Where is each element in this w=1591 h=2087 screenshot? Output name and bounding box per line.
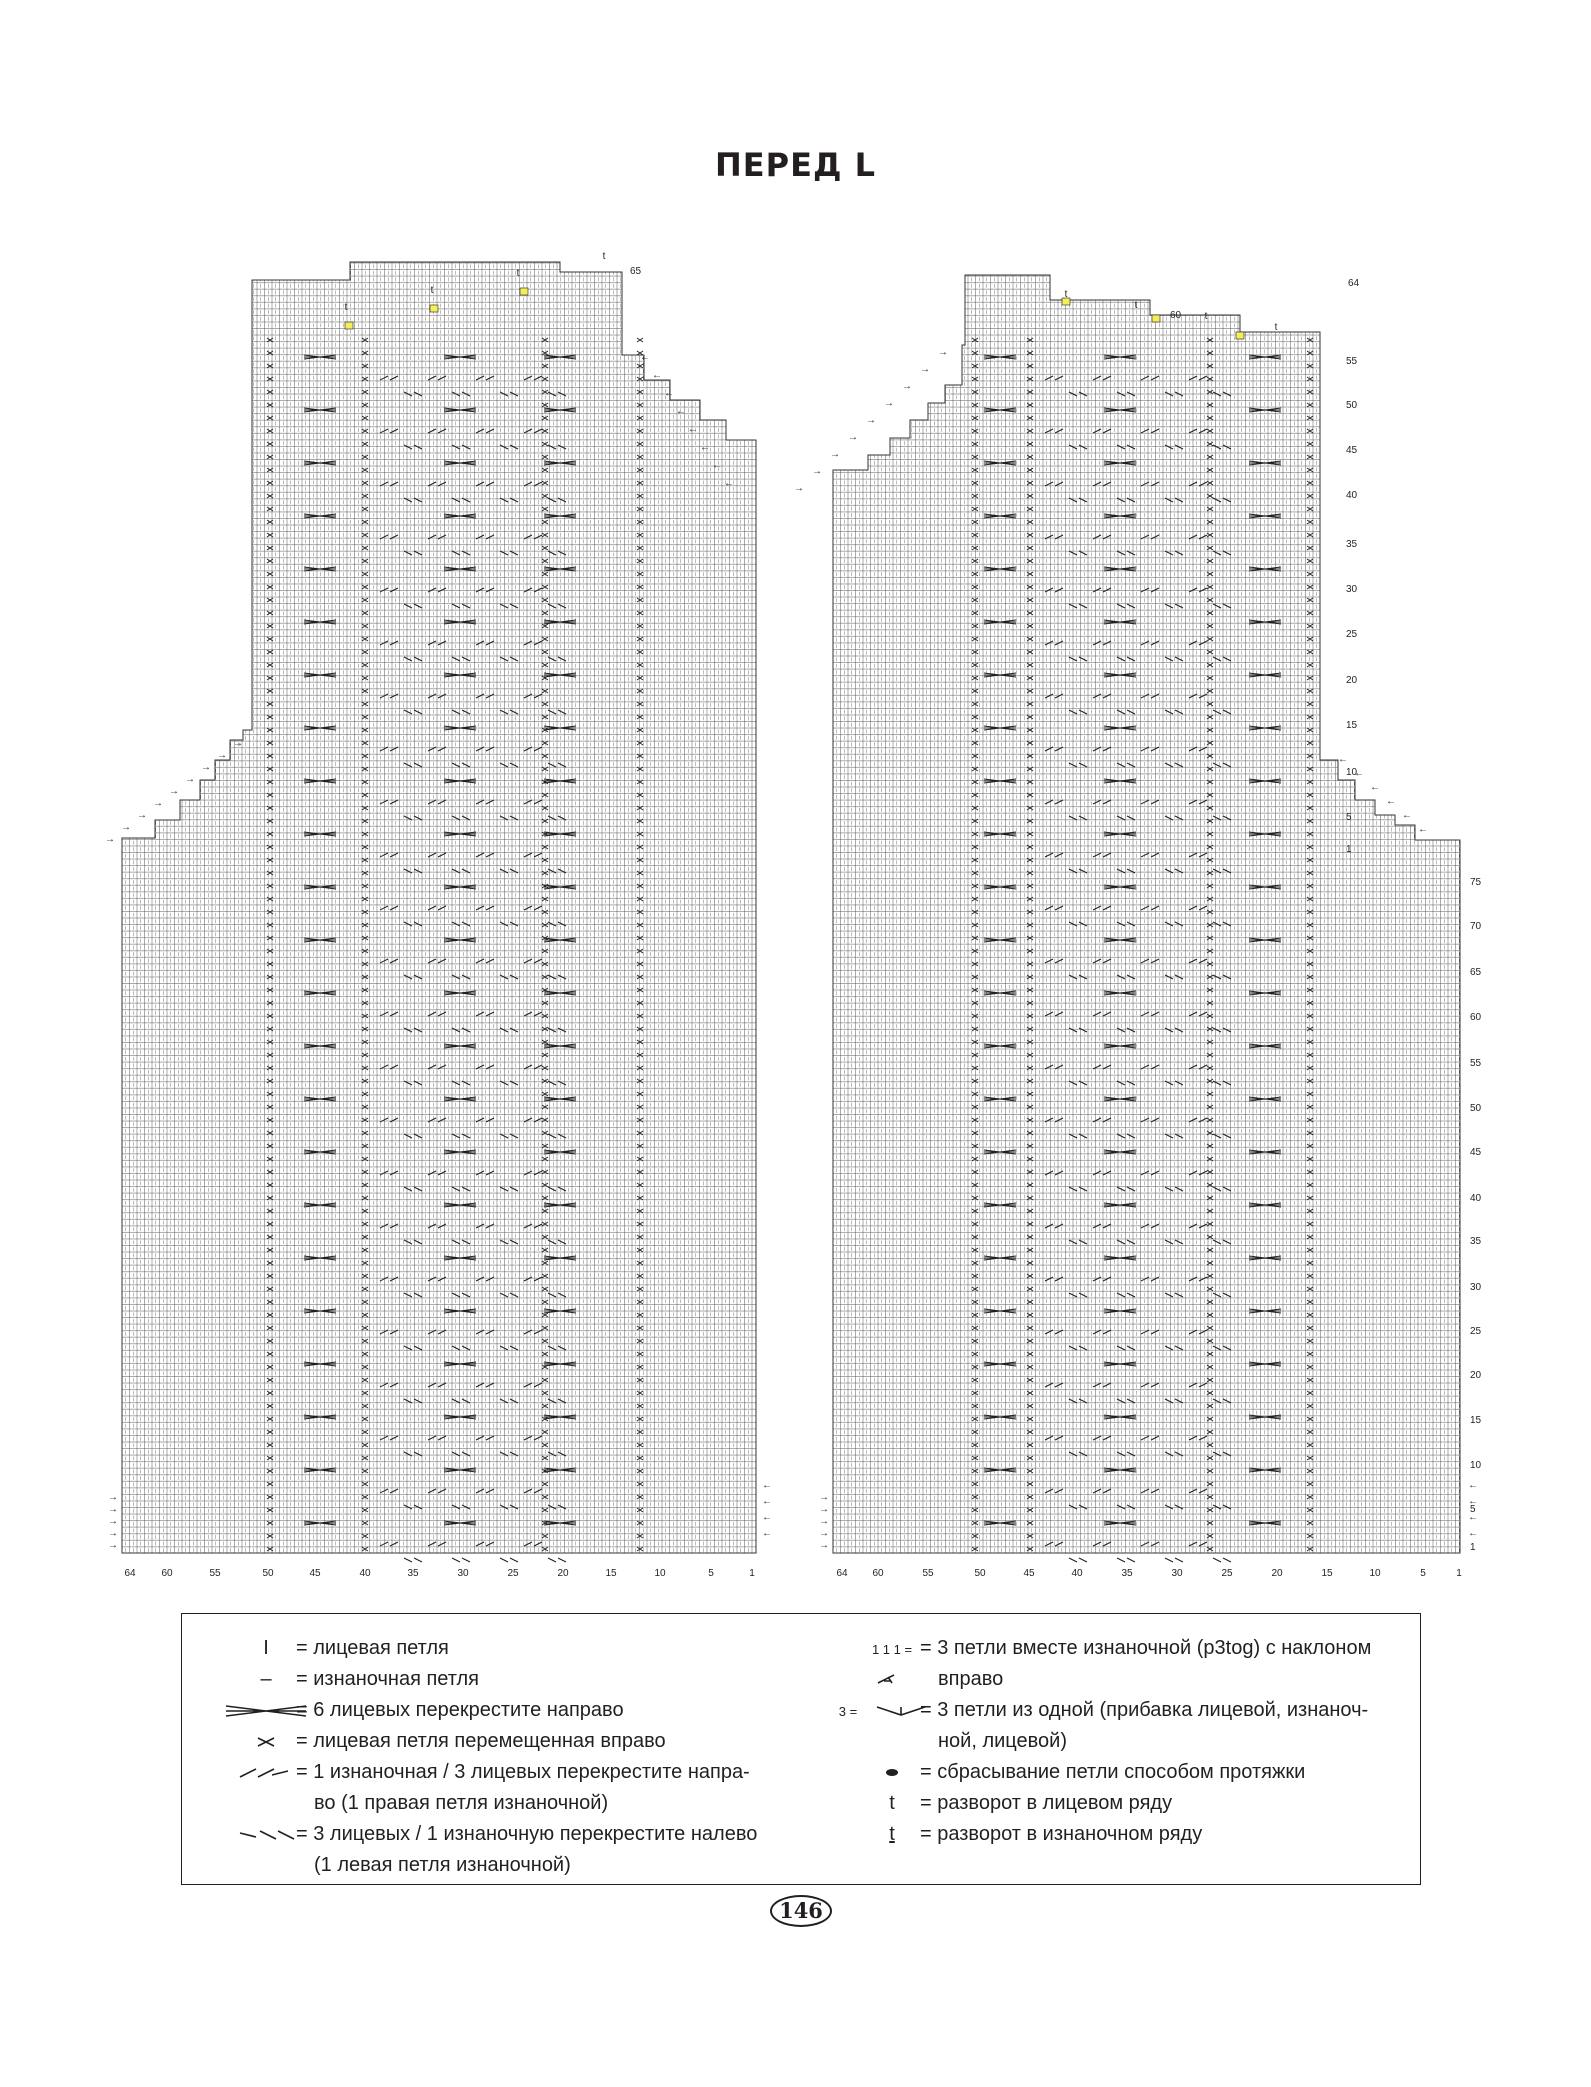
legend-text: = сбрасывание петли способом протяжки: [920, 1761, 1306, 1783]
row-number: 35: [1346, 539, 1358, 550]
legend-text: = 3 петли вместе изнаночной (p3tog) с наклоном: [920, 1637, 1372, 1659]
turn-mark: t: [602, 251, 606, 262]
cross-3k-1p-mark: [1069, 1558, 1087, 1562]
turn-mark: t: [430, 285, 434, 296]
legend-symbol-text: 3 =: [838, 1704, 858, 1719]
stitch-number: 1: [1456, 1568, 1462, 1579]
row-marker-right: ←: [688, 424, 698, 435]
stitch-number: 35: [1121, 1568, 1133, 1579]
row-number: 15: [1346, 720, 1358, 731]
legend-text: = лицевая петля перемещенная вправо: [296, 1730, 666, 1752]
row-marker-left: →: [121, 822, 131, 833]
stitch-number: 55: [209, 1568, 221, 1579]
row-number: 1: [1470, 1542, 1476, 1553]
row-marker-right: ←: [1338, 754, 1348, 765]
turn-mark: t: [1134, 300, 1138, 311]
row-marker-left: →: [830, 449, 840, 460]
turn-highlight-cell: [520, 288, 528, 295]
legend-text: = 3 лицевых / 1 изнаночную перекрестите налево: [296, 1823, 758, 1845]
stitch-number: 55: [922, 1568, 934, 1579]
row-marker-right: ←: [1354, 768, 1364, 779]
cross-3k-1p-mark: [1165, 1558, 1183, 1562]
row-number: 40: [1346, 490, 1358, 501]
row-number: 75: [1470, 877, 1482, 888]
stitch-number: 64: [124, 1568, 136, 1579]
legend-text-continued: (1 левая петля изнаночной): [314, 1854, 571, 1876]
stitch-number: 5: [708, 1568, 714, 1579]
row-marker-left: →: [217, 750, 227, 761]
row-marker-left: →: [108, 1504, 118, 1515]
row-number: 20: [1470, 1370, 1482, 1381]
stitch-number: 25: [1221, 1568, 1233, 1579]
row-marker-left: →: [819, 1540, 829, 1551]
row-marker-left: →: [819, 1516, 829, 1527]
row-number: 5: [1470, 1504, 1476, 1515]
row-number: 1: [1346, 844, 1352, 855]
page-title: ПЕРЕД L: [715, 146, 876, 184]
cross-3k-1p-mark: [548, 1558, 566, 1562]
row-marker-right: ←: [762, 1496, 772, 1507]
row-marker-right: ←: [664, 388, 674, 399]
row-marker-right: ←: [724, 478, 734, 489]
row-marker-right: ←: [1468, 1480, 1478, 1491]
row-marker-right: ←: [1468, 1496, 1478, 1507]
stitch-number: 50: [974, 1568, 986, 1579]
p3tog-icon: [848, 1668, 936, 1690]
row-marker-right: ←: [640, 352, 650, 363]
row-marker-left: →: [153, 798, 163, 809]
row-marker-right: ←: [1468, 1512, 1478, 1523]
bind-off-dot: [886, 1769, 898, 1776]
row-marker-right: ←: [712, 460, 722, 471]
row-marker-left: →: [233, 738, 243, 749]
row-marker-left: →: [920, 364, 930, 375]
legend-text: = 1 изнаночная / 3 лицевых перекрестите напра-: [296, 1761, 750, 1783]
row-marker-left: →: [105, 834, 115, 845]
row-number: 30: [1470, 1282, 1482, 1293]
legend-text: = разворот в лицевом ряду: [920, 1792, 1173, 1814]
row-marker-left: →: [201, 762, 211, 773]
row-number: 10: [1346, 767, 1358, 778]
row-number: 50: [1346, 400, 1358, 411]
stitch-number: 1: [749, 1568, 755, 1579]
legend-text: = лицевая петля: [296, 1637, 449, 1659]
row-marker-left: →: [848, 432, 858, 443]
turn-mark: t: [344, 302, 348, 313]
cross-3k-1p-mark: [452, 1558, 470, 1562]
stitch-number: 5: [1420, 1568, 1426, 1579]
row-marker-right: ←: [1468, 1528, 1478, 1539]
stitch-number: 20: [557, 1568, 569, 1579]
row-number: 30: [1346, 584, 1358, 595]
row-number: 35: [1470, 1236, 1482, 1247]
right-chart-grid: [833, 275, 1460, 1553]
row-marker-right: ←: [762, 1528, 772, 1539]
row-marker-right: ←: [652, 370, 662, 381]
turn-highlight-cell: [1236, 332, 1244, 339]
legend-text: = разворот в изнаночном ряду: [920, 1823, 1203, 1845]
legend-text: = изнаночная петля: [296, 1668, 479, 1690]
stitch-number: 40: [359, 1568, 371, 1579]
row-marker-left: →: [185, 774, 195, 785]
row-number: 45: [1470, 1147, 1482, 1158]
row-marker-left: →: [108, 1540, 118, 1551]
row-marker-right: ←: [1386, 796, 1396, 807]
turn-mark: t: [1064, 289, 1068, 300]
stitch-number: 45: [309, 1568, 321, 1579]
stitch-number: 45: [1023, 1568, 1035, 1579]
row-marker-left: →: [108, 1528, 118, 1539]
legend-box: [181, 1613, 1421, 1885]
row-number: 45: [1346, 445, 1358, 456]
row-marker-left: →: [866, 415, 876, 426]
stitch-number: 25: [507, 1568, 519, 1579]
turn-highlight-cell: [1152, 315, 1160, 322]
row-number: 40: [1470, 1193, 1482, 1204]
stitch-number: 10: [1369, 1568, 1381, 1579]
row-marker-left: →: [812, 466, 822, 477]
row-marker-right: ←: [1402, 810, 1412, 821]
row-marker-left: →: [819, 1504, 829, 1515]
legend-text-continued: ной, лицевой): [938, 1730, 1068, 1752]
row-marker-left: →: [137, 810, 147, 821]
turn-mark: t: [1204, 311, 1208, 322]
row-marker-left: →: [794, 483, 804, 494]
stitch-number: 20: [1271, 1568, 1283, 1579]
row-marker-right: ←: [762, 1512, 772, 1523]
row-marker-left: →: [819, 1528, 829, 1539]
stitch-number: 35: [407, 1568, 419, 1579]
row-marker-left: →: [902, 381, 912, 392]
row-marker-left: →: [819, 1492, 829, 1503]
stitch-number: 30: [1171, 1568, 1183, 1579]
row-number: 10: [1470, 1460, 1482, 1471]
legend-symbol-text: t: [889, 1823, 895, 1845]
turn-highlight-cell: [345, 322, 353, 329]
row-number: 64: [1348, 278, 1360, 289]
page-number: 146: [770, 1895, 832, 1927]
row-marker-right: ←: [1370, 782, 1380, 793]
legend-symbol-text: 1 1 1 =: [871, 1642, 913, 1657]
stitch-number: 10: [654, 1568, 666, 1579]
stitch-number: 30: [457, 1568, 469, 1579]
stitch-number: 50: [262, 1568, 274, 1579]
row-marker-left: →: [108, 1516, 118, 1527]
legend-text: = 6 лицевых перекрестите направо: [296, 1699, 624, 1721]
row-marker-left: →: [108, 1492, 118, 1503]
row-marker-left: →: [169, 786, 179, 797]
row-label: 65: [630, 266, 642, 277]
cross-3k-1p-mark: [1117, 1558, 1135, 1562]
row-number: 60: [1470, 1012, 1482, 1023]
stitch-number: 60: [161, 1568, 173, 1579]
row-number: 65: [1470, 967, 1482, 978]
row-marker-left: →: [884, 398, 894, 409]
row-number: 70: [1470, 921, 1482, 932]
row-number: 55: [1470, 1058, 1482, 1069]
stitch-number: 15: [605, 1568, 617, 1579]
turn-mark: t: [1274, 322, 1278, 333]
legend-symbol-text: t: [889, 1792, 895, 1814]
row-marker-right: ←: [676, 406, 686, 417]
turn-mark: t: [516, 268, 520, 279]
cross-3k-1p-mark: [1213, 1558, 1231, 1562]
slipped-right-mark: [637, 338, 643, 342]
legend-text: = 3 петли из одной (прибавка лицевой, изнаноч-: [920, 1699, 1369, 1721]
cross-3k-1p-mark: [404, 1558, 422, 1562]
stitch-number: 64: [836, 1568, 848, 1579]
stitch-number: 40: [1071, 1568, 1083, 1579]
legend-symbol-text: –: [260, 1668, 272, 1690]
legend-symbol-text: I: [263, 1637, 269, 1659]
left-chart-grid: [122, 262, 756, 1553]
row-number: 25: [1346, 629, 1358, 640]
row-number: 50: [1470, 1103, 1482, 1114]
row-number: 15: [1470, 1415, 1482, 1426]
row-number: 20: [1346, 675, 1358, 686]
stitch-number: 60: [872, 1568, 884, 1579]
stitch-number: 15: [1321, 1568, 1333, 1579]
row-marker-right: ←: [700, 442, 710, 453]
row-marker-right: ←: [1418, 824, 1428, 835]
turn-highlight-cell: [430, 305, 438, 312]
legend-text-continued: вправо: [938, 1668, 1004, 1690]
row-number: 5: [1346, 812, 1352, 823]
row-number: 60: [1170, 310, 1182, 321]
row-number: 55: [1346, 356, 1358, 367]
row-number: 25: [1470, 1326, 1482, 1337]
cross-3k-1p-mark: [500, 1558, 518, 1562]
legend-text-continued: во (1 правая петля изнаночной): [314, 1792, 609, 1814]
row-marker-right: ←: [762, 1480, 772, 1491]
row-marker-left: →: [938, 347, 948, 358]
